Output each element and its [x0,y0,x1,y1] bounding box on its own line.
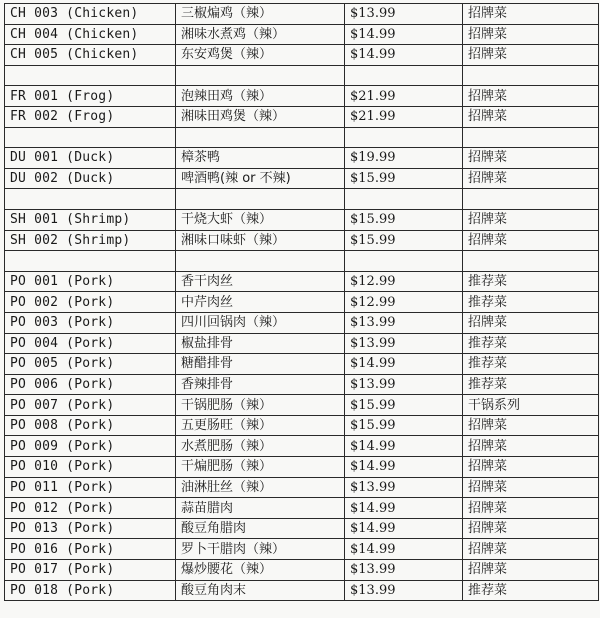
dish-tag: 招牌菜 [463,148,599,169]
dish-code: PO 012 (Pork) [5,498,176,519]
dish-tag: 招牌菜 [463,312,599,333]
dish-tag: 干锅系列 [463,395,599,416]
dish-price: $13.99 [345,374,463,395]
dish-name: 罗卜干腊肉（辣） [176,539,345,560]
dish-price: $13.99 [345,560,463,581]
dish-code: DU 001 (Duck) [5,148,176,169]
dish-price: $13.99 [345,580,463,601]
dish-code: CH 003 (Chicken) [5,4,176,25]
menu-row [5,457,599,478]
empty-cell [176,65,345,86]
dish-tag: 招牌菜 [463,498,599,519]
menu-row [5,560,599,581]
dish-name: 干锅肥肠（辣） [176,395,345,416]
empty-cell [5,127,176,148]
dish-code: PO 018 (Pork) [5,580,176,601]
dish-code: PO 007 (Pork) [5,395,176,416]
dish-price: $15.99 [345,415,463,436]
dish-price: $13.99 [345,4,463,25]
dish-tag: 推荐菜 [463,580,599,601]
dish-code: DU 002 (Duck) [5,168,176,189]
menu-row [5,498,599,519]
dish-name: 中芹肉丝 [176,292,345,313]
menu-row [5,436,599,457]
empty-cell [463,65,599,86]
dish-price: $14.99 [345,45,463,66]
dish-price: $15.99 [345,168,463,189]
dish-code: PO 005 (Pork) [5,354,176,375]
dish-tag: 招牌菜 [463,168,599,189]
dish-price: $13.99 [345,312,463,333]
dish-price: $14.99 [345,436,463,457]
empty-cell [5,251,176,272]
dish-code: PO 003 (Pork) [5,312,176,333]
dish-name: 四川回锅肉（辣） [176,312,345,333]
dish-code: PO 017 (Pork) [5,560,176,581]
dish-price: $14.99 [345,354,463,375]
menu-table [4,3,599,601]
menu-row [5,518,599,539]
dish-tag: 招牌菜 [463,230,599,251]
empty-cell [463,189,599,210]
dish-code: PO 013 (Pork) [5,518,176,539]
menu-row [5,333,599,354]
empty-cell [176,189,345,210]
dish-name: 香辣排骨 [176,374,345,395]
dish-name: 蒜苗腊肉 [176,498,345,519]
dish-name: 香干肉丝 [176,271,345,292]
dish-name: 椒盐排骨 [176,333,345,354]
dish-tag: 招牌菜 [463,24,599,45]
dish-tag: 推荐菜 [463,271,599,292]
dish-tag: 推荐菜 [463,374,599,395]
empty-cell [345,189,463,210]
empty-cell [345,65,463,86]
menu-row [5,415,599,436]
dish-code: FR 001 (Frog) [5,86,176,107]
dish-code: PO 009 (Pork) [5,436,176,457]
dish-name: 油淋肚丝（辣） [176,477,345,498]
dish-name: 酸豆角肉末 [176,580,345,601]
menu-row [5,209,599,230]
dish-tag: 招牌菜 [463,106,599,127]
menu-row [5,374,599,395]
menu-row [5,292,599,313]
menu-row [5,477,599,498]
dish-tag: 招牌菜 [463,45,599,66]
dish-tag: 推荐菜 [463,354,599,375]
dish-name: 啤酒鸭(辣 or 不辣) [176,168,345,189]
dish-tag: 招牌菜 [463,436,599,457]
menu-row [5,354,599,375]
dish-name: 湘味水煮鸡（辣） [176,24,345,45]
dish-price: $15.99 [345,395,463,416]
dish-code: PO 002 (Pork) [5,292,176,313]
dish-price: $13.99 [345,477,463,498]
dish-price: $21.99 [345,106,463,127]
menu-row [5,24,599,45]
dish-code: PO 006 (Pork) [5,374,176,395]
dish-code: SH 001 (Shrimp) [5,209,176,230]
empty-cell [5,189,176,210]
dish-tag: 招牌菜 [463,209,599,230]
dish-code: PO 016 (Pork) [5,539,176,560]
empty-cell [463,251,599,272]
dish-price: $12.99 [345,292,463,313]
dish-price: $14.99 [345,539,463,560]
section-spacer-row [5,189,599,210]
section-spacer-row [5,127,599,148]
dish-price: $15.99 [345,209,463,230]
dish-price: $15.99 [345,230,463,251]
dish-name: 湘味口味虾（辣） [176,230,345,251]
dish-tag: 招牌菜 [463,457,599,478]
dish-price: $14.99 [345,457,463,478]
menu-row [5,86,599,107]
dish-tag: 推荐菜 [463,333,599,354]
dish-tag: 招牌菜 [463,539,599,560]
dish-price: $12.99 [345,271,463,292]
dish-tag: 推荐菜 [463,292,599,313]
empty-cell [5,65,176,86]
dish-price: $19.99 [345,148,463,169]
dish-name: 糖醋排骨 [176,354,345,375]
dish-name: 湘味田鸡煲（辣） [176,106,345,127]
dish-name: 泡辣田鸡（辣） [176,86,345,107]
dish-name: 酸豆角腊肉 [176,518,345,539]
dish-name: 五更肠旺（辣） [176,415,345,436]
menu-row [5,395,599,416]
dish-name: 樟茶鸭 [176,148,345,169]
dish-code: PO 010 (Pork) [5,457,176,478]
menu-row [5,148,599,169]
dish-tag: 招牌菜 [463,86,599,107]
menu-row [5,580,599,601]
section-spacer-row [5,65,599,86]
dish-name: 水煮肥肠（辣） [176,436,345,457]
dish-tag: 招牌菜 [463,518,599,539]
menu-row [5,539,599,560]
dish-price: $14.99 [345,518,463,539]
dish-name: 东安鸡煲（辣） [176,45,345,66]
empty-cell [345,251,463,272]
dish-name: 干煸肥肠（辣） [176,457,345,478]
dish-code: CH 004 (Chicken) [5,24,176,45]
dish-tag: 招牌菜 [463,477,599,498]
menu-row [5,106,599,127]
menu-row [5,168,599,189]
dish-tag: 招牌菜 [463,415,599,436]
menu-row [5,45,599,66]
dish-code: SH 002 (Shrimp) [5,230,176,251]
empty-cell [176,127,345,148]
menu-row [5,230,599,251]
dish-tag: 招牌菜 [463,4,599,25]
dish-tag: 招牌菜 [463,560,599,581]
dish-price: $14.99 [345,24,463,45]
menu-table-body [5,4,599,601]
section-spacer-row [5,251,599,272]
empty-cell [176,251,345,272]
dish-price: $14.99 [345,498,463,519]
dish-name: 爆炒腰花（辣） [176,560,345,581]
dish-code: CH 005 (Chicken) [5,45,176,66]
dish-code: PO 011 (Pork) [5,477,176,498]
dish-code: FR 002 (Frog) [5,106,176,127]
dish-code: PO 008 (Pork) [5,415,176,436]
menu-row [5,4,599,25]
menu-row [5,271,599,292]
dish-name: 三椒煸鸡（辣） [176,4,345,25]
menu-row [5,312,599,333]
dish-price: $21.99 [345,86,463,107]
empty-cell [463,127,599,148]
empty-cell [345,127,463,148]
dish-code: PO 004 (Pork) [5,333,176,354]
dish-price: $13.99 [345,333,463,354]
dish-name: 干烧大虾（辣） [176,209,345,230]
dish-code: PO 001 (Pork) [5,271,176,292]
